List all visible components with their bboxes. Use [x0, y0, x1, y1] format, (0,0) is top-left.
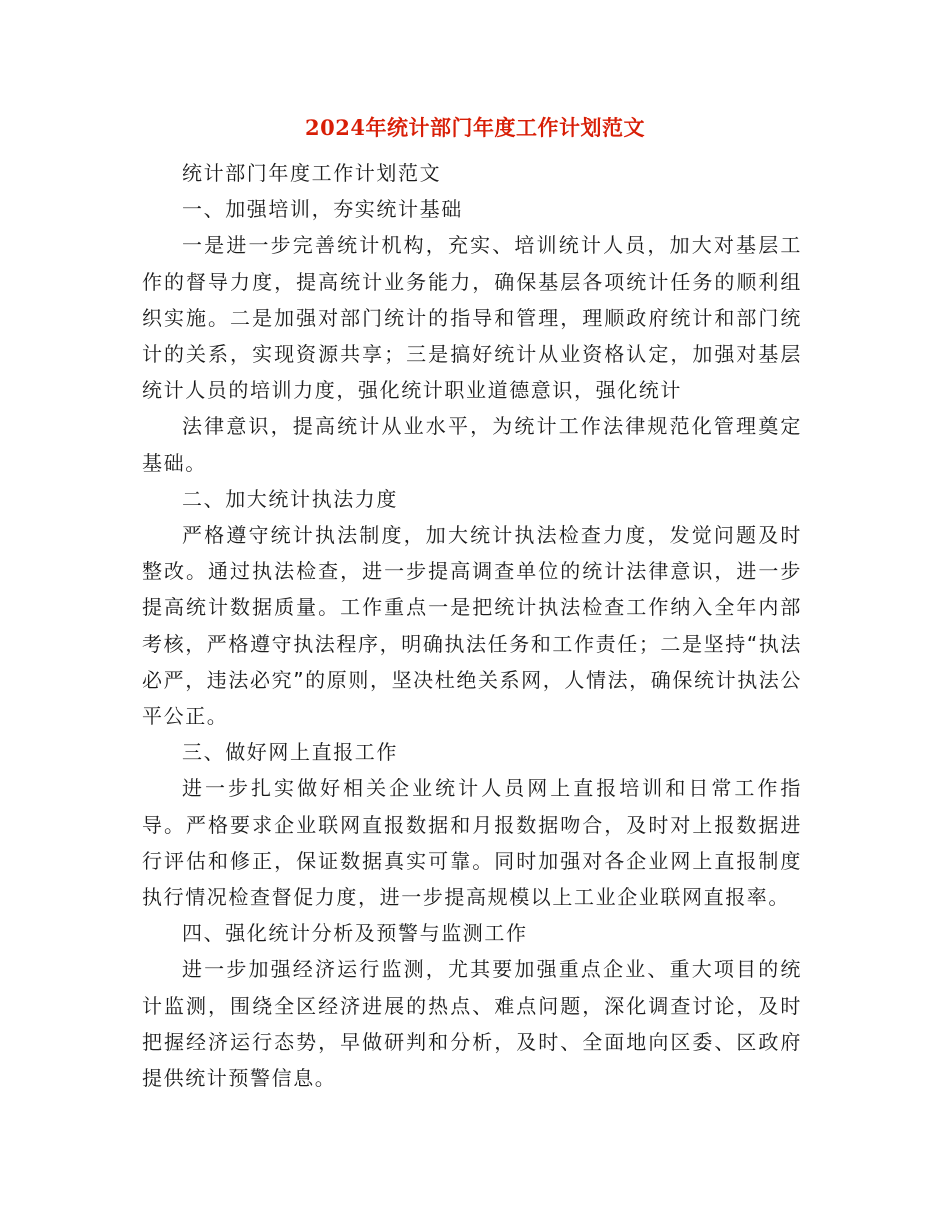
paragraph-section-4: 进一步加强经济运行监测，尤其要加强重点企业、重大项目的统计监测，围绕全区经济进展的热点、难点问题，深化调查讨论，及时把握经济运行态势，早做研判和分析，及时、全面地向区委、区政府提供统计预警信息。	[142, 957, 802, 1091]
paragraph-section-1-continued: 法律意识，提高统计从业水平，为统计工作法律规范化管理奠定基础。	[142, 414, 802, 475]
section-heading-2: 二、加大统计执法力度	[182, 486, 398, 511]
paragraph-section-2: 严格遵守统计执法制度，加大统计执法检查力度，发觉问题及时整改。通过执法检查，进一步提高调查单位的统计法律意识，进一步提高统计数据质量。工作重点一是把统计执法检查工作纳入全年内部考核，严格遵守执法程序，明确执法任务和工作责任；二是坚持“执法必严，违法必究”的原则，坚决杜绝关系网，人情法，确保统计执法公平公正。	[142, 523, 802, 729]
paragraph-section-1: 一是进一步完善统计机构，充实、培训统计人员，加大对基层工作的督导力度，提高统计业务能力，确保基层各项统计任务的顺利组织实施。二是加强对部门统计的指导和管理，理顺政府统计和部门统计的关系，实现资源共享；三是搞好统计从业资格认定，加强对基层统计人员的培训力度，强化统计职业道德意识，强化统计	[142, 233, 802, 403]
paragraph-subtitle: 统计部门年度工作计划范文	[182, 161, 442, 185]
section-heading-3: 三、做好网上直报工作	[182, 740, 398, 765]
section-heading-1: 一、加强培训，夯实统计基础	[182, 197, 463, 222]
document-title: 2024年统计部门年度工作计划范文	[305, 115, 645, 140]
document-body	[142, 155, 802, 1096]
section-heading-4: 四、强化统计分析及预警与监测工作	[182, 921, 528, 946]
paragraph-section-3: 进一步扎实做好相关企业统计人员网上直报培训和日常工作指导。严格要求企业联网直报数据和月报数据吻合，及时对上报数据进行评估和修正，保证数据真实可靠。同时加强对各企业网上直报制度执行情况检查督促力度，进一步提高规模以上工业企业联网直报率。	[142, 776, 802, 910]
